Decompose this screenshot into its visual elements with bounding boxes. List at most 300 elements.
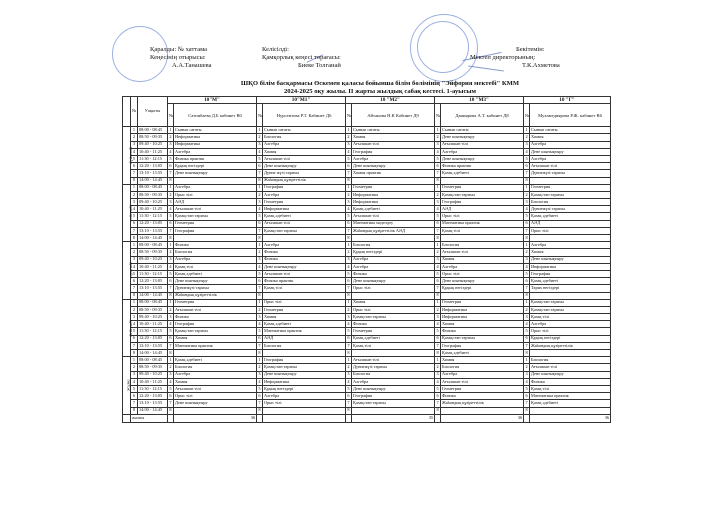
class-lesson-number: 5 — [347, 270, 350, 276]
subject-cell: Алгебра — [530, 242, 611, 249]
table-row — [123, 213, 611, 220]
subject-cell: Химия — [441, 256, 524, 263]
subject-cell: Ағылшын тілі — [263, 220, 346, 227]
subject-cell: Орыс тілі — [263, 400, 346, 407]
subject-cell: Физика — [263, 249, 346, 256]
class-lesson-number: 6 — [525, 335, 528, 341]
class-lesson-number: 7 — [169, 400, 172, 406]
subject-cell: Биология — [530, 357, 611, 364]
table-row — [123, 177, 611, 184]
subject-cell: Қазақ әдебиеті — [530, 400, 611, 407]
subject-cell: Алгебра — [352, 378, 435, 385]
subject-cell: География — [530, 270, 611, 277]
lesson-time: 13:10 - 13:55 — [138, 400, 168, 407]
class-lesson-number: 6 — [525, 277, 528, 283]
subject-cell — [263, 292, 346, 299]
class-total: 36 — [441, 414, 524, 422]
lesson-number: 3 — [131, 256, 138, 263]
lesson-number: 7 — [131, 342, 138, 349]
table-row — [123, 378, 611, 385]
subject-cell: Қазақстан тарихы — [530, 299, 611, 306]
lesson-number: 5 — [131, 385, 138, 392]
subject-cell: АӘД — [174, 199, 257, 206]
subject-cell: Алгебра — [263, 242, 346, 249]
totals-row — [123, 414, 611, 422]
subject-cell: Қазақстан тарихы — [263, 227, 346, 234]
class-lesson-number: 6 — [169, 277, 172, 283]
table-row — [123, 220, 611, 227]
class-lesson-number: 8 — [436, 292, 439, 298]
class-lesson-number: 5 — [258, 385, 261, 391]
subject-cell: География — [174, 227, 257, 234]
class-lesson-number: 2 — [436, 306, 439, 312]
class-lesson-number: 8 — [258, 292, 261, 298]
class-lesson-number: 3 — [258, 371, 261, 377]
class-header: 10 "М3" — [435, 97, 524, 104]
subject-cell: Қазақстан тарихы — [352, 400, 435, 407]
lesson-number: 2 — [131, 249, 138, 256]
class-lesson-number: 6 — [436, 392, 439, 398]
subject-cell: Орыс тілі — [530, 328, 611, 335]
table-row — [123, 342, 611, 349]
subject-cell: Орыс тілі — [352, 306, 435, 313]
day-label-cell — [123, 357, 131, 415]
table-row — [123, 263, 611, 270]
class-lesson-number: 8 — [525, 177, 528, 183]
class-lesson-number: 3 — [436, 198, 439, 204]
subject-cell: Информатика — [441, 314, 524, 321]
subject-cell: Дүниежүзі тарихы — [174, 285, 257, 292]
subject-cell: Биология — [530, 199, 611, 206]
subject-cell: Орыс тілі — [441, 213, 524, 220]
subject-cell: Физика — [174, 314, 257, 321]
class-lesson-number: 1 — [169, 184, 172, 190]
subject-cell — [530, 350, 611, 357]
header-reviewed-line-2: Кеңесінің отырысы: — [150, 54, 206, 61]
class-lesson-number: 7 — [258, 227, 261, 233]
header-reviewed-line-1: Қаралды: № хаттама — [150, 46, 208, 53]
day-label: сәрсенбі — [127, 262, 133, 279]
subject-cell — [530, 177, 611, 184]
subject-cell — [263, 407, 346, 414]
lesson-number: 1 — [131, 299, 138, 306]
subject-cell: Қазақ тілі — [174, 263, 257, 270]
class-lesson-number: 4 — [258, 321, 261, 327]
subject-cell: Информатика — [174, 134, 257, 141]
subject-cell: География — [441, 342, 524, 349]
class-lesson-number: 5 — [258, 328, 261, 334]
lesson-time: 13:10 - 13:55 — [138, 170, 168, 177]
class-lesson-number: 4 — [347, 206, 350, 212]
subject-cell: География — [263, 357, 346, 364]
subject-cell: Информатика — [263, 206, 346, 213]
header-approved-line-1: Бекітемін: — [516, 46, 545, 53]
class-lesson-number: 2 — [347, 191, 350, 197]
class-lesson-number: 5 — [169, 213, 172, 219]
subject-cell: Ағылшын тілі — [441, 378, 524, 385]
subject-cell: Сынып сағаты — [174, 127, 257, 134]
class-lesson-number: 2 — [525, 249, 528, 255]
lesson-number-header: № — [346, 104, 352, 127]
class-lesson-number: 2 — [169, 364, 172, 370]
lesson-time: 14:00 - 14:45 — [138, 350, 168, 357]
subject-cell: Геометрия — [441, 299, 524, 306]
table-row — [123, 285, 611, 292]
subject-cell — [441, 292, 524, 299]
table-row — [123, 321, 611, 328]
class-lesson-number: 8 — [258, 177, 261, 183]
class-lesson-number: 7 — [436, 170, 439, 176]
table-row — [123, 278, 611, 285]
table-row — [123, 134, 611, 141]
class-lesson-number: 8 — [258, 234, 261, 240]
subject-cell: Ағылшын тілі — [352, 213, 435, 220]
table-row — [123, 407, 611, 414]
lesson-number: 6 — [131, 220, 138, 227]
class-lesson-number: 6 — [347, 162, 350, 168]
day-label: сейсенбі — [127, 204, 133, 222]
subject-cell: Құқық негіздері — [441, 285, 524, 292]
lesson-time: 09:40 - 10:25 — [138, 256, 168, 263]
totals-spacer — [123, 414, 131, 422]
subject-cell: Құқық негіздері — [352, 249, 435, 256]
header-row-teachers — [123, 104, 611, 127]
lesson-time: 08:50 - 09:35 — [138, 306, 168, 313]
class-lesson-number: 5 — [436, 328, 439, 334]
class-lesson-number: 7 — [436, 227, 439, 233]
subject-cell: Қазақ әдебиеті — [352, 206, 435, 213]
lesson-number: 6 — [131, 335, 138, 342]
header-approved-name: Т.К.Ахметова — [522, 62, 560, 69]
table-row — [123, 299, 611, 306]
subject-cell: Биология — [263, 342, 346, 349]
class-lesson-number: 4 — [258, 148, 261, 154]
class-lesson-number: 4 — [169, 321, 172, 327]
class-lesson-number: 3 — [436, 371, 439, 377]
table-row — [123, 393, 611, 400]
lesson-number: 1 — [131, 184, 138, 191]
subject-cell: Жаһандық құзіреттілік — [174, 292, 257, 299]
subject-cell: Физика — [263, 256, 346, 263]
subject-cell — [352, 177, 435, 184]
class-lesson-number: 1 — [347, 241, 350, 247]
subject-cell: Геометрия — [530, 184, 611, 191]
subject-cell: АӘД — [441, 206, 524, 213]
class-lesson-number: 3 — [258, 141, 261, 147]
lesson-time: 12:20 - 13:05 — [138, 335, 168, 342]
day-label: жұма — [125, 379, 131, 392]
lesson-time: 14:00 - 14:45 — [138, 407, 168, 414]
class-lesson-number: 4 — [436, 378, 439, 384]
class-lesson-number: 2 — [436, 364, 439, 370]
school-stamp-right — [410, 14, 478, 82]
class-lesson-number: 7 — [525, 227, 528, 233]
subject-cell: Дүниежүзі тарихы — [352, 364, 435, 371]
class-lesson-number: 6 — [169, 162, 172, 168]
subject-cell: Ағылшын тілі — [263, 155, 346, 162]
class-lesson-number: 4 — [258, 263, 261, 269]
class-lesson-number: 1 — [169, 299, 172, 305]
class-lesson-number: 3 — [347, 256, 350, 262]
class-lesson-number: 3 — [347, 198, 350, 204]
class-lesson-number: 7 — [169, 227, 172, 233]
class-lesson-number: 7 — [525, 400, 528, 406]
table-row — [123, 206, 611, 213]
class-lesson-number: 4 — [436, 263, 439, 269]
subject-cell: Дене шынықтыру — [530, 371, 611, 378]
class-lesson-number: 2 — [525, 364, 528, 370]
class-lesson-number: 1 — [347, 356, 350, 362]
subject-cell: Биология — [263, 134, 346, 141]
class-lesson-number: 8 — [347, 234, 350, 240]
subject-cell: Қазақстан тарихы — [352, 314, 435, 321]
subject-cell: Ағылшын тілі — [441, 141, 524, 148]
class-lesson-number: 7 — [169, 170, 172, 176]
subject-cell — [352, 407, 435, 414]
day-label: дүйсенбі — [128, 147, 134, 164]
lesson-time: 10:40 - 11:25 — [138, 378, 168, 385]
lesson-number-header: № — [435, 104, 441, 127]
class-lesson-number: 6 — [525, 392, 528, 398]
subject-cell: Биология — [441, 242, 524, 249]
subject-cell: Алгебра — [174, 371, 257, 378]
class-lesson-number: 7 — [258, 400, 261, 406]
lesson-number: 2 — [131, 306, 138, 313]
subject-cell: Дүниежүзі тарихы — [530, 170, 611, 177]
class-lesson-number: 7 — [347, 285, 350, 291]
class-lesson-number: 2 — [258, 134, 261, 140]
table-row — [123, 270, 611, 277]
subject-cell — [352, 235, 435, 242]
class-lesson-number: 5 — [258, 155, 261, 161]
class-lesson-number: 5 — [525, 270, 528, 276]
class-lesson-number: 5 — [525, 385, 528, 391]
class-lesson-number: 1 — [436, 299, 439, 305]
class-lesson-number: 3 — [169, 198, 172, 204]
lesson-time: 12:20 - 13:05 — [138, 393, 168, 400]
subject-cell: Қазақ әдебиеті — [530, 278, 611, 285]
subject-cell: Химия — [263, 148, 346, 155]
class-lesson-number: 1 — [258, 241, 261, 247]
lesson-time: 12:20 - 13:05 — [138, 278, 168, 285]
subject-cell: Алгебра — [530, 155, 611, 162]
subject-cell: Химия — [352, 299, 435, 306]
class-total: 36 — [174, 414, 257, 422]
subject-cell: Ағылшын тілі — [530, 163, 611, 170]
subject-cell — [530, 407, 611, 414]
subject-cell: Құқық негіздері — [174, 163, 257, 170]
class-lesson-number: 4 — [525, 148, 528, 154]
class-lesson-number: 6 — [258, 392, 261, 398]
table-row — [123, 199, 611, 206]
subject-cell: Құқық негіздері — [530, 335, 611, 342]
lesson-time: 10:40 - 11:25 — [138, 148, 168, 155]
lesson-time: 14:00 - 14:45 — [138, 292, 168, 299]
class-lesson-number: 7 — [258, 285, 261, 291]
class-lesson-number: 8 — [347, 407, 350, 413]
class-lesson-number: 8 — [436, 407, 439, 413]
column-header-number: № — [131, 97, 138, 127]
class-lesson-number: 6 — [347, 277, 350, 283]
subject-cell — [263, 235, 346, 242]
subject-cell: Қазақ әдебиеті — [263, 213, 346, 220]
subject-cell — [352, 350, 435, 357]
class-teacher-header: Айтанова Н.К Кабинет Д9 — [352, 104, 435, 127]
subject-cell: Орыс тілі — [263, 299, 346, 306]
lesson-time: 08:00 - 08:45 — [138, 184, 168, 191]
table-row — [123, 256, 611, 263]
class-lesson-number: 2 — [436, 134, 439, 140]
class-lesson-number: 8 — [436, 234, 439, 240]
table-row — [123, 141, 611, 148]
class-lesson-number: 3 — [347, 313, 350, 319]
class-teacher-header: Мухамедиярова Р.Ж. кабинет В6 — [530, 104, 611, 127]
class-lesson-number: 4 — [525, 263, 528, 269]
subject-cell: Химия — [441, 321, 524, 328]
class-lesson-number: 2 — [347, 364, 350, 370]
lesson-time: 08:00 - 08:45 — [138, 357, 168, 364]
class-lesson-number: 2 — [436, 249, 439, 255]
class-lesson-number: 5 — [436, 270, 439, 276]
day-label-cell — [123, 299, 131, 357]
class-lesson-number: 1 — [258, 126, 261, 132]
subject-cell: Алгебра — [441, 148, 524, 155]
lesson-time: 11:30 - 12:15 — [138, 385, 168, 392]
class-lesson-number: 8 — [169, 177, 172, 183]
subject-cell: Қазақ тілі — [263, 285, 346, 292]
lesson-number: 4 — [131, 263, 138, 270]
lesson-number: 5 — [131, 270, 138, 277]
class-lesson-number: 4 — [258, 206, 261, 212]
class-total: 36 — [530, 414, 611, 422]
lesson-number: 7 — [131, 170, 138, 177]
class-lesson-number: 7 — [436, 400, 439, 406]
subject-cell: Алгебра — [174, 148, 257, 155]
class-lesson-number: 3 — [436, 141, 439, 147]
lesson-number-header: № — [168, 104, 174, 127]
lesson-number: 7 — [131, 227, 138, 234]
subject-cell: Ағылшын тілі — [352, 357, 435, 364]
class-lesson-number: 5 — [169, 385, 172, 391]
subject-cell — [263, 350, 346, 357]
table-row — [123, 235, 611, 242]
lesson-number: 8 — [131, 292, 138, 299]
header-agreed-name: Биеке Толганай — [298, 62, 341, 69]
subject-cell: Информатика — [352, 191, 435, 198]
subject-cell — [530, 292, 611, 299]
class-teacher-header: Даниярова А.Т. кабинет Д8 — [441, 104, 524, 127]
class-lesson-number: 6 — [169, 335, 172, 341]
lesson-number: 4 — [131, 148, 138, 155]
lesson-number: 6 — [131, 163, 138, 170]
class-header: 10 "М2" — [346, 97, 435, 104]
class-lesson-number: 8 — [347, 292, 350, 298]
class-header: 10"М1" — [257, 97, 346, 104]
class-lesson-number: 2 — [347, 306, 350, 312]
class-lesson-number: 2 — [525, 134, 528, 140]
subject-cell: Математика моделдеу — [352, 220, 435, 227]
class-lesson-number: 7 — [347, 227, 350, 233]
lesson-time: 08:00 - 08:45 — [138, 127, 168, 134]
lesson-time: 14:00 - 14:45 — [138, 177, 168, 184]
lesson-number: 8 — [131, 235, 138, 242]
class-lesson-number: 4 — [169, 206, 172, 212]
subject-cell: Математика практик — [174, 342, 257, 349]
subject-cell: Физика практик — [263, 278, 346, 285]
subject-cell: Дене шынықтыру — [530, 256, 611, 263]
subject-cell — [352, 292, 435, 299]
class-lesson-number: 8 — [347, 177, 350, 183]
subject-cell: Дене шынықтыру — [441, 134, 524, 141]
class-lesson-number: 2 — [169, 249, 172, 255]
class-lesson-number: 3 — [347, 371, 350, 377]
subject-cell — [174, 177, 257, 184]
class-lesson-number: 2 — [169, 306, 172, 312]
class-lesson-number: 1 — [436, 241, 439, 247]
class-lesson-number: 8 — [525, 349, 528, 355]
class-teacher-header: Сатпибаева Д.Б кабинет В0 — [174, 104, 257, 127]
class-total — [263, 414, 346, 422]
class-lesson-number: 8 — [169, 407, 172, 413]
class-lesson-number: 7 — [347, 400, 350, 406]
class-lesson-number: 7 — [525, 342, 528, 348]
class-lesson-number: 5 — [258, 213, 261, 219]
day-label: бейсенбі — [127, 319, 133, 337]
class-lesson-number: 1 — [258, 356, 261, 362]
subject-cell: Геометрия — [263, 306, 346, 313]
table-row — [123, 335, 611, 342]
class-lesson-number: 6 — [169, 220, 172, 226]
class-lesson-number: 7 — [347, 342, 350, 348]
table-row — [123, 350, 611, 357]
lesson-time: 08:50 - 09:35 — [138, 249, 168, 256]
class-lesson-number: 4 — [525, 321, 528, 327]
subject-cell: Химия — [174, 378, 257, 385]
subject-cell — [441, 177, 524, 184]
subject-cell: Ағылшын тілі — [174, 306, 257, 313]
lesson-number: 3 — [131, 314, 138, 321]
subject-cell: Дене шынықтыру — [174, 400, 257, 407]
subject-cell: Дене шынықтыру — [441, 278, 524, 285]
subject-cell: Сынып сағаты — [441, 127, 524, 134]
schedule-table — [122, 96, 611, 423]
class-lesson-number: 5 — [436, 155, 439, 161]
class-lesson-number: 8 — [169, 349, 172, 355]
class-lesson-number: 8 — [525, 407, 528, 413]
class-lesson-number: 3 — [525, 313, 528, 319]
lesson-time: 12:20 - 13:05 — [138, 163, 168, 170]
lesson-number: 8 — [131, 177, 138, 184]
class-teacher-header: Нурсеитова Р.Т. Кабинет Д6 — [263, 104, 346, 127]
subject-cell: Қазақстан тарихы — [441, 191, 524, 198]
class-lesson-number: 3 — [258, 256, 261, 262]
table-row — [123, 306, 611, 313]
class-lesson-number: 4 — [525, 378, 528, 384]
lesson-time: 10:40 - 11:25 — [138, 263, 168, 270]
lesson-time: 08:50 - 09:35 — [138, 191, 168, 198]
class-lesson-number: 7 — [525, 285, 528, 291]
class-lesson-number: 2 — [525, 306, 528, 312]
subject-cell: Орыс тілі — [174, 191, 257, 198]
subject-cell: Химия практик — [352, 170, 435, 177]
subject-cell: Геометрия — [441, 385, 524, 392]
class-lesson-number: 5 — [169, 270, 172, 276]
class-lesson-number: 4 — [436, 321, 439, 327]
class-lesson-number: 1 — [436, 184, 439, 190]
class-lesson-number: 4 — [347, 148, 350, 154]
header-agreed — [262, 46, 341, 70]
subject-cell: Қазақ тілі — [530, 385, 611, 392]
